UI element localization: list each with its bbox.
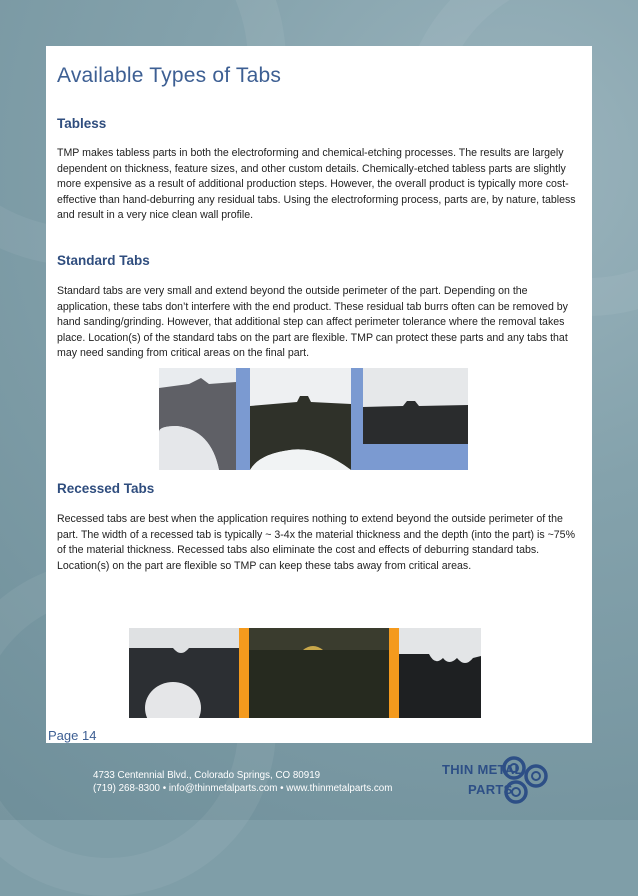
company-logo	[442, 752, 552, 808]
standard-tabs-photos	[159, 368, 468, 470]
section-heading-tabless: Tabless	[57, 116, 107, 131]
document-page	[46, 46, 592, 743]
footer-contact: (719) 268-8300 • info@thinmetalparts.com • www.thinmetalparts.com	[93, 783, 393, 794]
logo-line-2: PARTS	[468, 782, 513, 797]
section-heading-recessed-tabs: Recessed Tabs	[57, 481, 155, 496]
footer-address: 4733 Centennial Blvd., Colorado Springs, CO 80919	[93, 770, 321, 781]
section-body-tabless: TMP makes tabless parts in both the electroforming and chemical-etching processes. The results are largely dependent on thickness, feature sizes, and other custom details. Chemically-etched tabless parts are slightly more expensive as a result of additional production steps. However, the overall product is typically more cost-effective than hand-deburring any residual tabs. Using the electroforming process, parts are, by nature, tabless and result in a very nice clean wall profile.	[57, 147, 576, 222]
section-body-recessed-tabs: Recessed tabs are best when the application requires nothing to extend beyond the outside perimeter of the part. The width of a recessed tab is typically ~ 3-4x the material thickness and the depth (into the part) is ~75% of the material thickness. Recessed tabs also eliminate the cost and effects of deburring standard tabs. Location(s) on the part are flexible so TMP can keep these tabs away from critical areas.	[57, 513, 575, 572]
page-title: Available Types of Tabs	[57, 64, 282, 87]
logo-rings-icon	[500, 754, 552, 806]
section-body-standard-tabs: Standard tabs are very small and extend beyond the outside perimeter of the part. Depending on the application, these tabs don’t interfere with the end product. These residual tab burrs often can be removed by hand sanding/grinding. However, that additional step can affect perimeter tolerance where the removal takes place. Location(s) of the standard tabs on the part are flexible. TMP can protect these parts and any tabs that may need sanding from critical areas on the final part.	[57, 285, 568, 360]
page-number: Page 14	[48, 728, 97, 743]
logo-line-1: THIN METAL	[442, 762, 523, 777]
recessed-tabs-photos	[129, 628, 481, 718]
section-heading-standard-tabs: Standard Tabs	[57, 253, 150, 268]
